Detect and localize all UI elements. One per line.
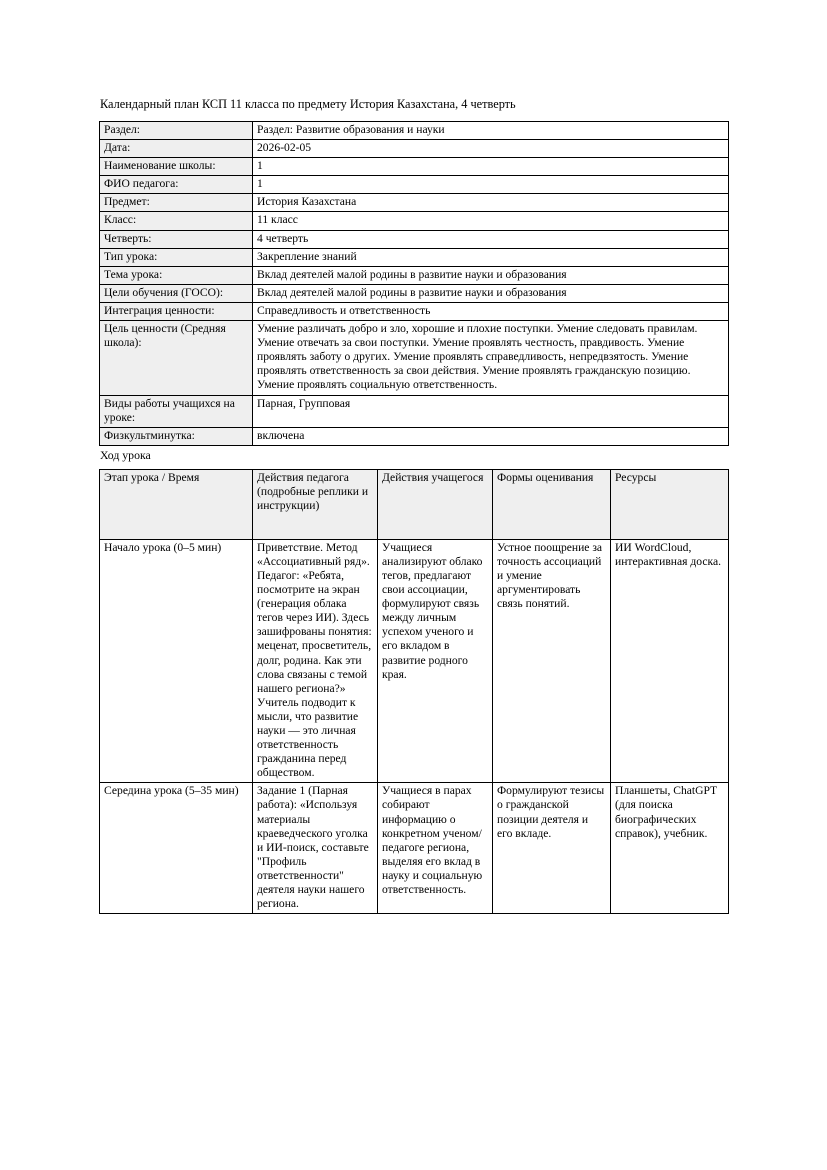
info-label: Тема урока: — [100, 266, 253, 284]
cell-stage: Середина урока (5–35 мин) — [100, 783, 253, 914]
column-header-resources: Ресурсы — [611, 469, 729, 539]
lesson-flow-header — [100, 469, 729, 539]
table-row — [100, 230, 729, 248]
cell-student-actions: Учащиеся анализируют облако тегов, предлагают свои ассоциации, формулируют связь между личным успехом ученого и его вкладом в развитие родного края. — [378, 539, 493, 783]
info-value: Раздел: Развитие образования и науки — [253, 122, 729, 140]
column-header-teacher-actions: Действия педагога (подробные реплики и инструкции) — [253, 469, 378, 539]
info-label: Наименование школы: — [100, 158, 253, 176]
table-row — [100, 539, 729, 783]
lesson-flow-table — [99, 469, 729, 914]
table-row — [100, 284, 729, 302]
cell-teacher-actions: Задание 1 (Парная работа): «Используя материалы краеведческого уголка и ИИ-поиск, составьте "Профиль ответственности" деятеля науки нашего региона. — [253, 783, 378, 914]
info-label: Дата: — [100, 140, 253, 158]
table-row — [100, 158, 729, 176]
info-label: Виды работы учащихся на уроке: — [100, 395, 253, 427]
info-value: Справедливость и ответственность — [253, 302, 729, 320]
info-label: Класс: — [100, 212, 253, 230]
table-row — [100, 266, 729, 284]
info-value: 1 — [253, 158, 729, 176]
table-row — [100, 321, 729, 395]
column-header-student-actions: Действия учащегося — [378, 469, 493, 539]
table-row — [100, 176, 729, 194]
lesson-info-table — [99, 121, 729, 446]
info-value: 1 — [253, 176, 729, 194]
cell-assessment-forms: Формулируют тезисы о гражданской позиции деятеля и его вкладе. — [493, 783, 611, 914]
table-header-row — [100, 469, 729, 539]
info-value: Закрепление знаний — [253, 248, 729, 266]
info-value: История Казахстана — [253, 194, 729, 212]
info-label: Интеграция ценности: — [100, 302, 253, 320]
lesson-flow-body — [100, 539, 729, 913]
cell-teacher-actions: Приветствие. Метод «Ассоциативный ряд». Педагог: «Ребята, посмотрите на экран (генерация облака тегов через ИИ). Здесь зашифрованы понятия: меценат, просветитель, долг, родина. Как эти слова связаны с темой нашего региона?» Учитель подводит к мысли, что развитие науки — это личная ответственность гражданина перед обществом. — [253, 539, 378, 783]
info-label: Цели обучения (ГОСО): — [100, 284, 253, 302]
table-row — [100, 122, 729, 140]
column-header-stage: Этап урока / Время — [100, 469, 253, 539]
info-label: ФИО педагога: — [100, 176, 253, 194]
info-value: 4 четверть — [253, 230, 729, 248]
table-row — [100, 302, 729, 320]
info-label: Четверть: — [100, 230, 253, 248]
info-label: Цель ценности (Средняя школа): — [100, 321, 253, 395]
cell-stage: Начало урока (0–5 мин) — [100, 539, 253, 783]
info-value: Вклад деятелей малой родины в развитие науки и образования — [253, 266, 729, 284]
info-value: Вклад деятелей малой родины в развитие науки и образования — [253, 284, 729, 302]
section-heading-lesson-flow: Ход урока — [100, 447, 151, 462]
info-value: включена — [253, 427, 729, 445]
table-row — [100, 194, 729, 212]
page-title: Календарный план КСП 11 класса по предмету История Казахстана, 4 четверть — [100, 97, 516, 111]
cell-student-actions: Учащиеся в парах собирают информацию о конкретном ученом/педагоге региона, выделяя его вклад в науку и социальную ответственность. — [378, 783, 493, 914]
info-value: 11 класс — [253, 212, 729, 230]
table-row — [100, 248, 729, 266]
column-header-assessment-forms: Формы оценивания — [493, 469, 611, 539]
table-row — [100, 212, 729, 230]
cell-assessment-forms: Устное поощрение за точность ассоциаций и умение аргументировать связь понятий. — [493, 539, 611, 783]
cell-resources: ИИ WordCloud, интерактивная доска. — [611, 539, 729, 783]
table-row — [100, 395, 729, 427]
info-label: Физкультминутка: — [100, 427, 253, 445]
info-label: Раздел: — [100, 122, 253, 140]
cell-resources: Планшеты, ChatGPT (для поиска биографических справок), учебник. — [611, 783, 729, 914]
info-value: Умение различать добро и зло, хорошие и плохие поступки. Умение следовать правилам. Умение отвечать за свои поступки. Умение проявлять честность, правдивость. Умение проявлять заботу о других. Умение проявлять справедливость, непредвзятость. Умение проявлять ответственность за свои действия. Умение проявлять гражданскую позицию. Умение проявлять социальную ответственность. — [253, 321, 729, 395]
info-value: 2026-02-05 — [253, 140, 729, 158]
lesson-info-body — [100, 122, 729, 446]
table-row — [100, 427, 729, 445]
info-label: Тип урока: — [100, 248, 253, 266]
info-label: Предмет: — [100, 194, 253, 212]
info-value: Парная, Групповая — [253, 395, 729, 427]
table-row — [100, 783, 729, 914]
table-row — [100, 140, 729, 158]
